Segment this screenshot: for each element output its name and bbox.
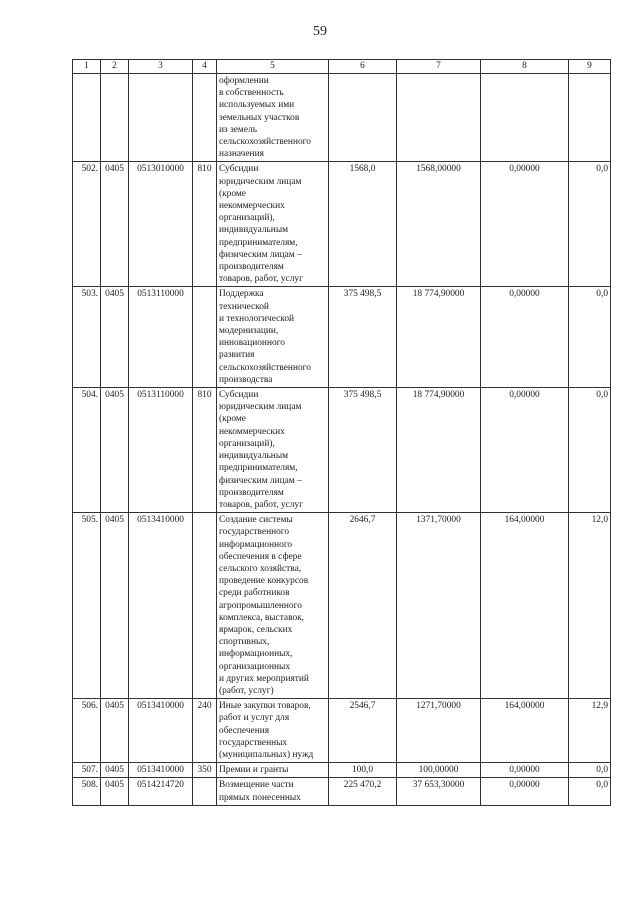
table-row bbox=[73, 763, 611, 778]
item-name-cell bbox=[217, 763, 329, 778]
item-name: Субсидии юридическим лицам (кроме некоммерческих организаций), индивидуальным предпринимателям, физическим лицам – производителям товаров, работ, услуг bbox=[219, 390, 303, 510]
table-row bbox=[73, 699, 611, 763]
value-col6: 100,0 bbox=[329, 763, 397, 778]
section-code: 0405 bbox=[101, 287, 129, 388]
target-code bbox=[129, 74, 193, 162]
row-number: 502. bbox=[73, 162, 101, 287]
target-code: 0513010000 bbox=[129, 162, 193, 287]
row-number: 505. bbox=[73, 513, 101, 699]
section-code bbox=[101, 74, 129, 162]
value-col9: 0,0 bbox=[569, 162, 611, 287]
value-col7: 1568,00000 bbox=[397, 162, 481, 287]
target-code: 0513110000 bbox=[129, 287, 193, 388]
row-number bbox=[73, 74, 101, 162]
value-col8: 164,00000 bbox=[481, 699, 569, 763]
value-col7: 37 653,30000 bbox=[397, 778, 481, 805]
target-code: 0513410000 bbox=[129, 513, 193, 699]
value-col8: 0,00000 bbox=[481, 162, 569, 287]
target-code: 0514214720 bbox=[129, 778, 193, 805]
value-col7: 100,00000 bbox=[397, 763, 481, 778]
value-col6: 225 470,2 bbox=[329, 778, 397, 805]
expense-type-code bbox=[193, 74, 217, 162]
expense-type-code bbox=[193, 287, 217, 388]
column-header: 3 bbox=[129, 60, 193, 74]
item-name-cell bbox=[217, 74, 329, 162]
item-name: оформлении в собственность используемых ими земельных участков из земель сельскохозяйственного назначения bbox=[219, 76, 311, 160]
value-col6 bbox=[329, 74, 397, 162]
section-code: 0405 bbox=[101, 763, 129, 778]
item-name-cell bbox=[217, 287, 329, 388]
item-name: Создание системы государственного информационного обеспечения в сфере сельского хозяйства, проведение конкурсов среди работников агропромышленного комплекса, выставок, ярмарок, сельских спортивных, информационных, организационных и других мероприятий (работ, услуг) bbox=[219, 515, 309, 696]
expense-type-code: 350 bbox=[193, 763, 217, 778]
expense-type-code: 810 bbox=[193, 162, 217, 287]
table-row bbox=[73, 287, 611, 388]
value-col7: 1271,70000 bbox=[397, 699, 481, 763]
expense-type-code: 810 bbox=[193, 388, 217, 513]
column-header: 1 bbox=[73, 60, 101, 74]
item-name: Иные закупки товаров, работ и услуг для обеспечения государственных (муниципальных) нужд bbox=[219, 701, 314, 760]
expense-type-code bbox=[193, 778, 217, 805]
table-header-row bbox=[73, 60, 611, 74]
value-col9: 12,9 bbox=[569, 699, 611, 763]
expense-type-code bbox=[193, 513, 217, 699]
value-col9: 0,0 bbox=[569, 763, 611, 778]
expense-type-code: 240 bbox=[193, 699, 217, 763]
column-header: 7 bbox=[397, 60, 481, 74]
value-col9: 0,0 bbox=[569, 287, 611, 388]
section-code: 0405 bbox=[101, 162, 129, 287]
row-number: 506. bbox=[73, 699, 101, 763]
item-name-cell bbox=[217, 513, 329, 699]
target-code: 0513410000 bbox=[129, 699, 193, 763]
table-row bbox=[73, 388, 611, 513]
value-col8 bbox=[481, 74, 569, 162]
value-col9: 0,0 bbox=[569, 778, 611, 805]
item-name-cell bbox=[217, 388, 329, 513]
value-col9: 0,0 bbox=[569, 388, 611, 513]
row-number: 508. bbox=[73, 778, 101, 805]
table-row bbox=[73, 778, 611, 805]
value-col8: 0,00000 bbox=[481, 388, 569, 513]
section-code: 0405 bbox=[101, 388, 129, 513]
table-row bbox=[73, 74, 611, 162]
value-col9: 12,0 bbox=[569, 513, 611, 699]
value-col7: 1371,70000 bbox=[397, 513, 481, 699]
value-col6: 2646,7 bbox=[329, 513, 397, 699]
value-col7: 18 774,90000 bbox=[397, 388, 481, 513]
column-header: 2 bbox=[101, 60, 129, 74]
value-col6: 375 498,5 bbox=[329, 287, 397, 388]
value-col8: 164,00000 bbox=[481, 513, 569, 699]
section-code: 0405 bbox=[101, 778, 129, 805]
value-col6: 375 498,5 bbox=[329, 388, 397, 513]
value-col8: 0,00000 bbox=[481, 763, 569, 778]
value-col7: 18 774,90000 bbox=[397, 287, 481, 388]
column-header: 4 bbox=[193, 60, 217, 74]
value-col7 bbox=[397, 74, 481, 162]
item-name: Премии и гранты bbox=[219, 765, 289, 776]
page-number: 59 bbox=[313, 24, 327, 39]
value-col8: 0,00000 bbox=[481, 287, 569, 388]
budget-table bbox=[72, 59, 611, 806]
row-number: 507. bbox=[73, 763, 101, 778]
column-header: 5 bbox=[217, 60, 329, 74]
item-name-cell bbox=[217, 778, 329, 805]
value-col8: 0,00000 bbox=[481, 778, 569, 805]
column-header: 6 bbox=[329, 60, 397, 74]
section-code: 0405 bbox=[101, 699, 129, 763]
value-col9 bbox=[569, 74, 611, 162]
item-name: Субсидии юридическим лицам (кроме некоммерческих организаций), индивидуальным предпринимателям, физическим лицам – производителям товаров, работ, услуг bbox=[219, 164, 303, 285]
target-code: 0513410000 bbox=[129, 763, 193, 778]
value-col6: 1568,0 bbox=[329, 162, 397, 287]
section-code: 0405 bbox=[101, 513, 129, 699]
item-name: Возмещение части прямых понесенных bbox=[219, 780, 301, 803]
row-number: 504. bbox=[73, 388, 101, 513]
item-name-cell bbox=[217, 162, 329, 287]
value-col6: 2546,7 bbox=[329, 699, 397, 763]
row-number: 503. bbox=[73, 287, 101, 388]
column-header: 9 bbox=[569, 60, 611, 74]
table-row bbox=[73, 513, 611, 699]
item-name-cell bbox=[217, 699, 329, 763]
target-code: 0513110000 bbox=[129, 388, 193, 513]
column-header: 8 bbox=[481, 60, 569, 74]
item-name: Поддержка технической и технологической модернизации, инновационного развития сельскохозяйственного производства bbox=[219, 289, 311, 385]
table-row bbox=[73, 162, 611, 287]
